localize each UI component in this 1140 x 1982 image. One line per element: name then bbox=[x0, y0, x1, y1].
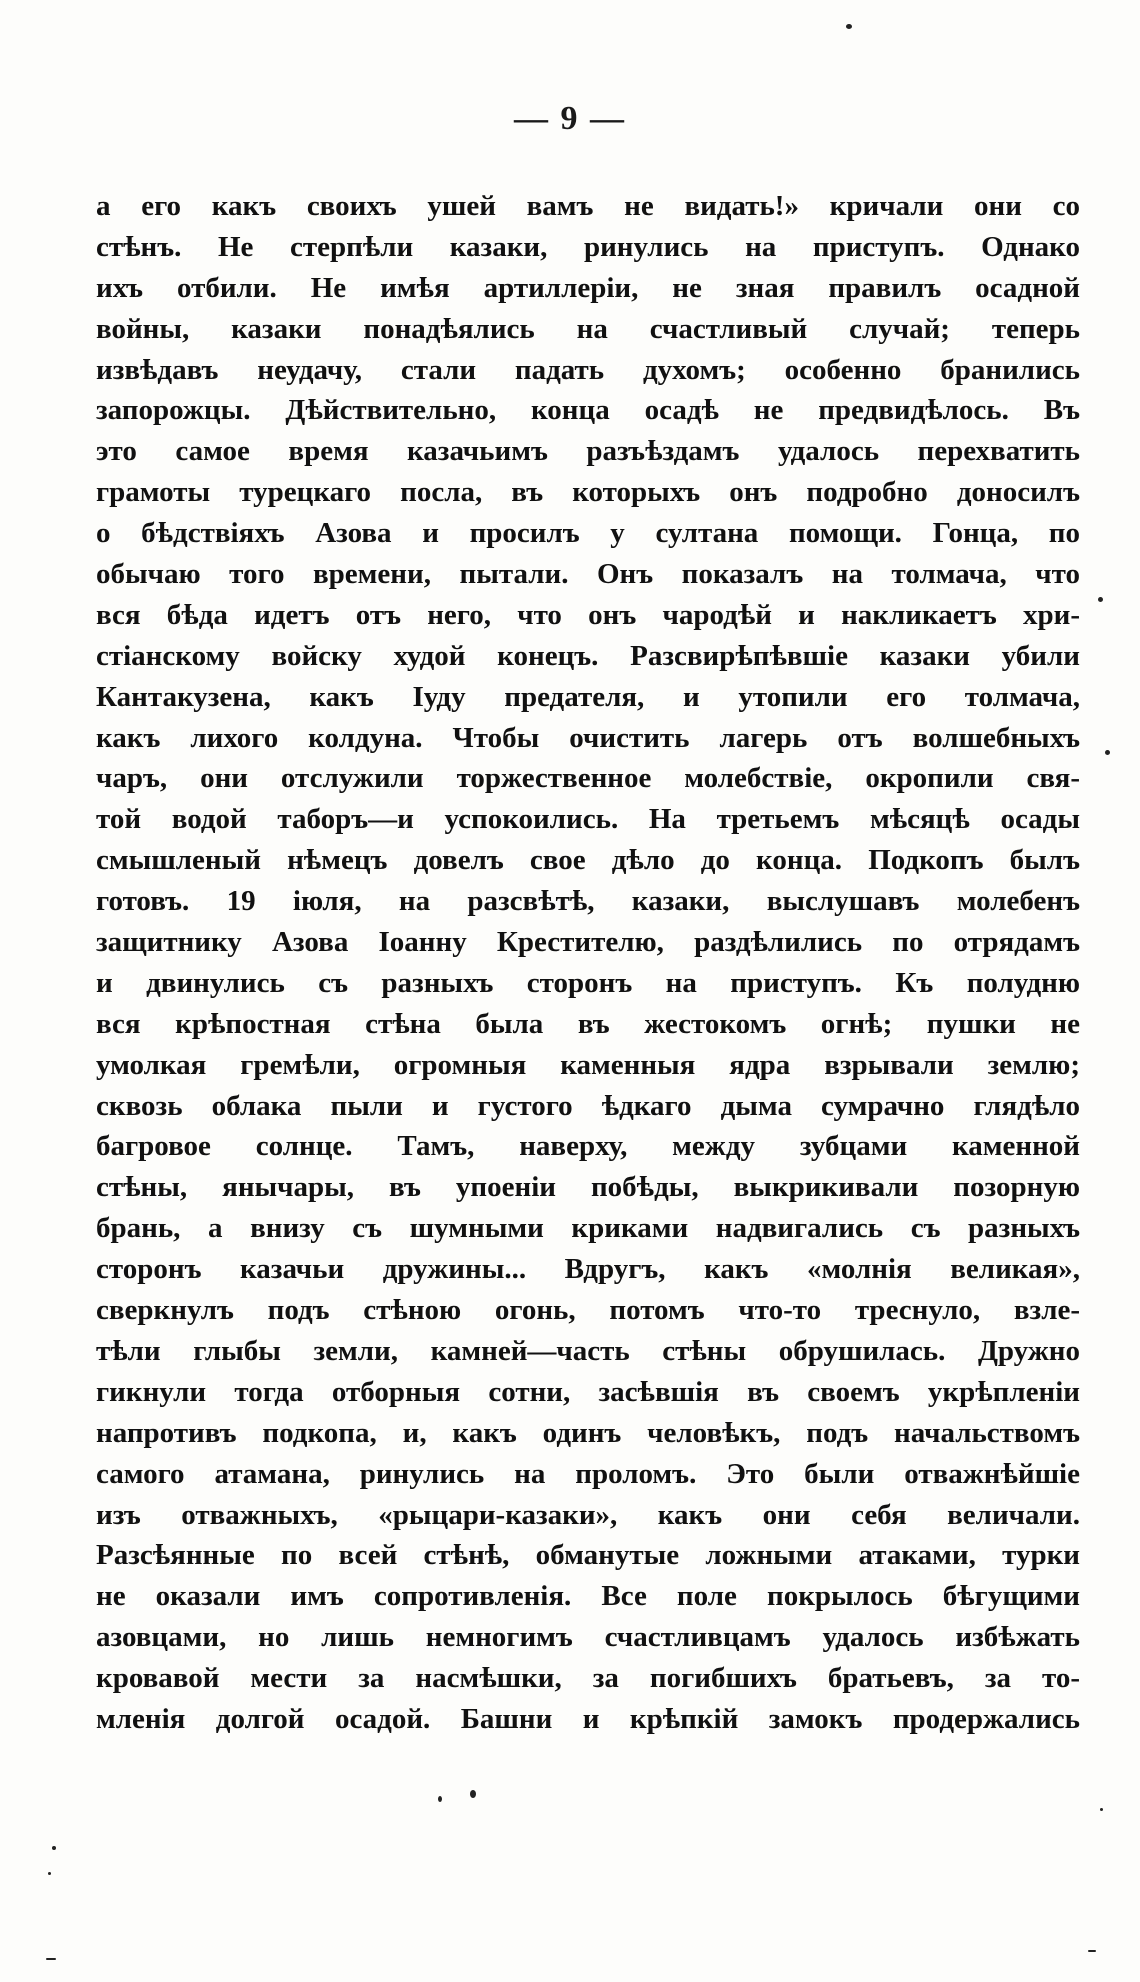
scan-speck bbox=[1098, 597, 1103, 602]
scan-speck bbox=[1105, 750, 1110, 755]
body-text bbox=[96, 186, 1080, 1740]
scan-speck bbox=[52, 1846, 56, 1850]
text-line: о бѣдствіяхъ Азова и просилъ у султана помощи. Гонца, по bbox=[96, 517, 1080, 550]
text-line: готовъ. 19 іюля, на разсвѣтѣ, казаки, выслушавъ молебенъ bbox=[96, 885, 1080, 918]
text-line: смышленый нѣмецъ довелъ свое дѣло до конца. Подкопъ былъ bbox=[96, 844, 1080, 877]
text-line: ихъ отбили. Не имѣя артиллеріи, не зная правилъ осадной bbox=[96, 271, 1080, 304]
text-line: не оказали имъ сопротивленія. Все поле покрылось бѣгущими bbox=[96, 1580, 1080, 1613]
text-line: запорожцы. Дѣйствительно, конца осадѣ не предвидѣлось. Въ bbox=[96, 394, 1080, 427]
text-line: сторонъ казачьи дружины... Вдругъ, какъ «молнія великая», bbox=[96, 1253, 1080, 1286]
text-line: стѣнъ. Не стерпѣли казаки, ринулись на приступъ. Однако bbox=[96, 230, 1080, 263]
text-line: умолкая гремѣли, огромныя каменныя ядра взрывали землю; bbox=[96, 1048, 1080, 1081]
text-line: тѣли глыбы земли, камней—часть стѣны обрушилась. Дружно bbox=[96, 1334, 1080, 1367]
text-line: гикнули тогда отборныя сотни, засѣвшія въ своемъ укрѣпленіи bbox=[96, 1375, 1080, 1408]
text-line: мленія долгой осадой. Башни и крѣпкій замокъ продержались bbox=[96, 1702, 1080, 1735]
text-line: вся крѣпостная стѣна была въ жестокомъ огнѣ; пушки не bbox=[96, 1007, 1080, 1040]
scan-speck bbox=[846, 24, 852, 29]
text-line: а его какъ своихъ ушей вамъ не видать!» кричали они со bbox=[96, 190, 1080, 222]
text-line: какъ лихого колдуна. Чтобы очистить лагерь отъ волшебныхъ bbox=[96, 721, 1080, 754]
scan-speck bbox=[470, 1790, 476, 1798]
text-line: напротивъ подкопа, и, какъ одинъ человѣкъ, подъ начальствомъ bbox=[96, 1416, 1080, 1449]
text-line: сверкнулъ подъ стѣною огонь, потомъ что-то треснуло, взле- bbox=[96, 1294, 1080, 1327]
text-line: брань, а внизу съ шумными криками надвигались съ разныхъ bbox=[96, 1212, 1080, 1245]
text-line: защитнику Азова Іоанну Крестителю, раздѣлились по отрядамъ bbox=[96, 926, 1080, 959]
text-line: извѣдавъ неудачу, стали падать духомъ; особенно бранились bbox=[96, 353, 1080, 386]
text-line: кровавой мести за насмѣшки, за погибшихъ братьевъ, за то- bbox=[96, 1662, 1080, 1695]
text-line: стѣны, янычары, въ упоеніи побѣды, выкрикивали позорную bbox=[96, 1171, 1080, 1204]
text-line: багровое солнце. Тамъ, наверху, между зубцами каменной bbox=[96, 1130, 1080, 1163]
text-line: и двинулись съ разныхъ сторонъ на приступъ. Къ полудню bbox=[96, 966, 1080, 999]
text-line: сквозь облака пыли и густого ѣдкаго дыма сумрачно глядѣло bbox=[96, 1089, 1080, 1122]
text-line: грамоты турецкаго посла, въ которыхъ онъ подробно доносилъ bbox=[96, 476, 1080, 509]
text-line: чаръ, они отслужили торжественное молебствіе, окропили свя- bbox=[96, 762, 1080, 795]
scan-speck bbox=[48, 1872, 51, 1875]
text-line: обычаю того времени, пытали. Онъ показалъ на толмача, что bbox=[96, 558, 1080, 591]
scan-speck bbox=[1088, 1950, 1096, 1952]
text-line: той водой таборъ—и успокоились. На третьемъ мѣсяцѣ осады bbox=[96, 803, 1080, 836]
text-line: самого атамана, ринулись на проломъ. Это были отважнѣйшіе bbox=[96, 1457, 1080, 1490]
text-line: стіанскому войску худой конецъ. Разсвирѣпѣвшіе казаки убили bbox=[96, 639, 1080, 672]
text-line: войны, казаки понадѣялись на счастливый случай; теперь bbox=[96, 312, 1080, 345]
scan-speck bbox=[46, 1958, 56, 1960]
text-line: вся бѣда идетъ отъ него, что онъ чародѣй и накликаетъ хри- bbox=[96, 598, 1080, 631]
text-line: это самое время казачьимъ разъѣздамъ удалось перехватить bbox=[96, 435, 1080, 468]
page-number: — 9 — bbox=[514, 100, 626, 137]
scan-speck bbox=[1100, 1808, 1103, 1811]
text-line: азовцами, но лишь немногимъ счастливцамъ удалось избѣжать bbox=[96, 1621, 1080, 1654]
text-line: изъ отважныхъ, «рыцари-казаки», какъ они себя величали. bbox=[96, 1498, 1080, 1531]
scan-speck bbox=[438, 1796, 442, 1802]
text-line: Кантакузена, какъ Іуду предателя, и утопили его толмача, bbox=[96, 680, 1080, 713]
text-line: Разсѣянные по всей стѣнѣ, обманутые ложными атаками, турки bbox=[96, 1539, 1080, 1572]
